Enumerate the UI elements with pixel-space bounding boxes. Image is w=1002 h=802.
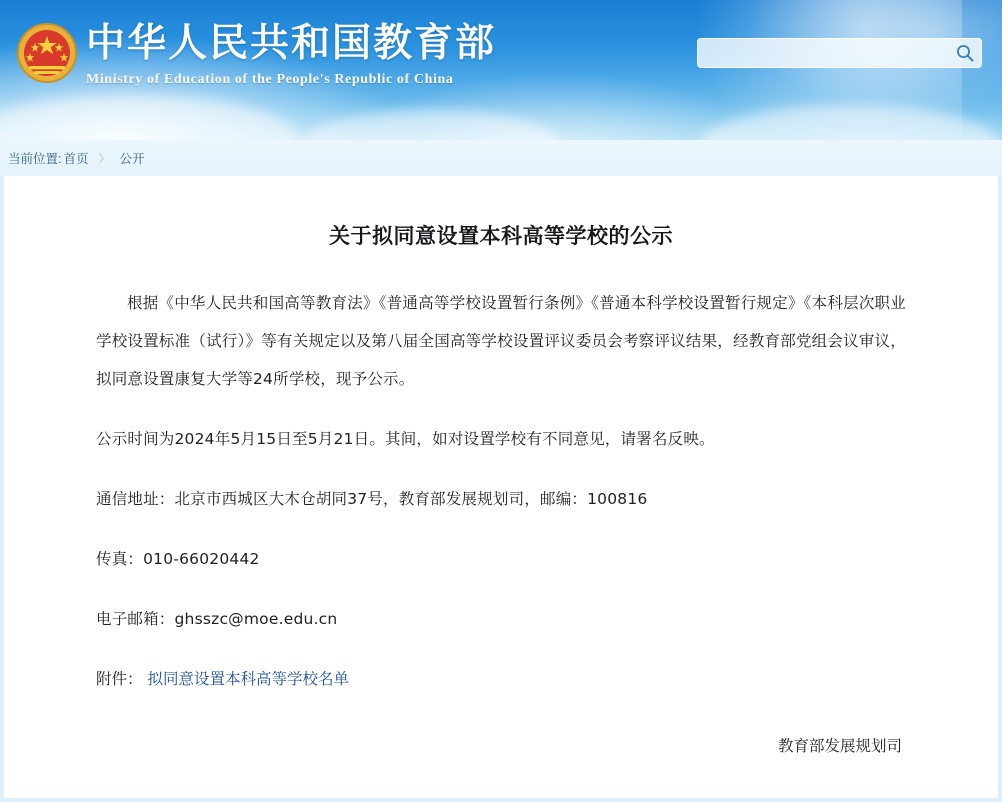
search-input[interactable] <box>706 39 950 69</box>
cloud-decoration <box>0 95 300 140</box>
sun-glow-decoration <box>642 0 962 140</box>
breadcrumb-separator: 〉 <box>98 153 110 165</box>
site-title-cn: 中华人民共和国教育部 <box>86 21 497 66</box>
page-title: 关于拟同意设置本科高等学校的公示 <box>329 224 673 248</box>
site-header <box>0 0 1002 140</box>
content-area <box>0 176 1002 802</box>
document-paragraph-3: 通信地址：北京市西城区大木仓胡同37号，教育部发展规划司，邮编：100816 <box>96 490 648 508</box>
document-paragraph-2: 公示时间为2024年5月15日至5月21日。其间，如对设置学校有不同意见，请署名反映。 <box>96 430 715 448</box>
site-title-block <box>86 22 496 88</box>
cloud-decoration <box>300 110 560 140</box>
breadcrumb-item-open[interactable]: 公开 <box>119 152 145 166</box>
document-card <box>4 176 998 798</box>
document-paragraph-1: 根据《中华人民共和国高等教育法》《普通高等学校设置暂行条例》《普通本科学校设置暂行规定》《本科层次职业学校设置标准（试行）》等有关规定以及第八届全国高等学校设置评议委员会考察评议结果，经教育部党组会议审议，拟同意设置康复大学等24所学校，现予公示。 <box>96 294 906 388</box>
breadcrumb <box>0 140 1002 176</box>
breadcrumb-item-home[interactable]: 首页 <box>63 152 89 166</box>
document-paragraph-4: 传真：010-66020442 <box>96 550 260 568</box>
search-icon <box>955 51 975 66</box>
document-signature: 教育部发展规划司 <box>777 737 902 755</box>
attachment-label: 附件： <box>96 670 143 688</box>
attachment-link[interactable]: 拟同意设置本科高等学校名单 <box>147 670 349 688</box>
national-emblem-icon <box>16 22 78 84</box>
search-box[interactable] <box>697 38 982 68</box>
site-title-en: Ministry of Education of the People's Republic of China <box>86 72 454 87</box>
document-paragraph-5: 电子邮箱：ghsszc@moe.edu.cn <box>96 610 338 628</box>
search-button[interactable] <box>953 42 977 66</box>
breadcrumb-label: 当前位置: <box>8 152 62 166</box>
attachment-row <box>96 660 906 698</box>
